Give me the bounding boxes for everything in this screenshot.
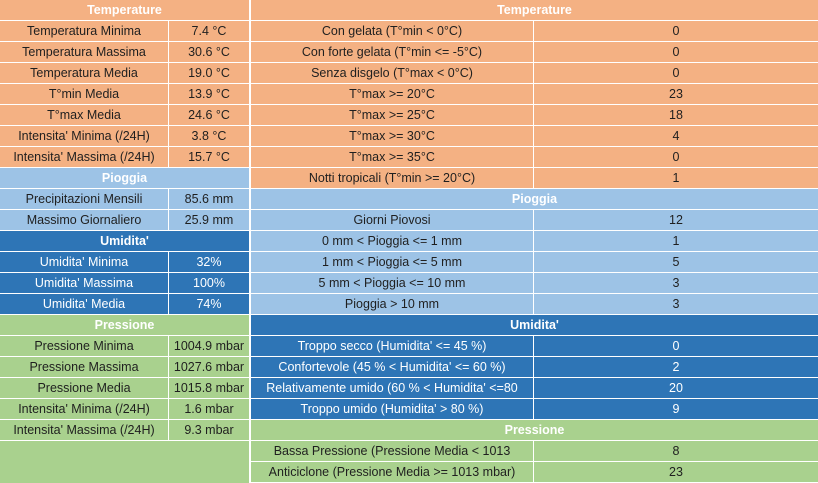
row-label: Pressione Media	[0, 378, 169, 398]
table-row	[0, 273, 249, 294]
row-value: 100%	[169, 273, 249, 293]
row-label: Anticiclone (Pressione Media >= 1013 mbar)	[251, 462, 534, 482]
pressure-header	[0, 315, 249, 336]
row-label: T°min Media	[0, 84, 169, 104]
section-title: Pressione	[0, 315, 249, 335]
section-title: Temperature	[0, 0, 249, 20]
section-title: Umidita'	[0, 231, 249, 251]
rain-header	[0, 168, 249, 189]
table-row	[0, 63, 249, 84]
row-label: T°max >= 25°C	[251, 105, 534, 125]
table-row	[0, 21, 249, 42]
row-value: 1027.6 mbar	[169, 357, 249, 377]
row-value: 23	[534, 462, 818, 482]
section-title: Umidita'	[251, 315, 818, 335]
row-value: 0	[534, 42, 818, 62]
table-row	[0, 126, 249, 147]
row-label: Confortevole (45 % < Humidita' <= 60 %)	[251, 357, 534, 377]
row-value: 32%	[169, 252, 249, 272]
row-value: 0	[534, 21, 818, 41]
row-value: 13.9 °C	[169, 84, 249, 104]
row-value: 2	[534, 357, 818, 377]
table-row	[0, 147, 249, 168]
empty-filler	[0, 441, 249, 483]
table-row	[251, 273, 818, 294]
row-value: 4	[534, 126, 818, 146]
table-row	[0, 378, 249, 399]
row-value: 1	[534, 168, 818, 188]
row-value: 20	[534, 378, 818, 398]
row-value: 0	[534, 63, 818, 83]
row-label: Pressione Minima	[0, 336, 169, 356]
row-label: Intensita' Minima (/24H)	[0, 399, 169, 419]
table-row	[251, 42, 818, 63]
row-label: Con gelata (T°min < 0°C)	[251, 21, 534, 41]
table-row	[251, 462, 818, 483]
row-value: 1.6 mbar	[169, 399, 249, 419]
section-title: Temperature	[251, 0, 818, 20]
row-label: Con forte gelata (T°min <= -5°C)	[251, 42, 534, 62]
humidity-header	[251, 315, 818, 336]
row-label: Troppo secco (Humidita' <= 45 %)	[251, 336, 534, 356]
row-value: 24.6 °C	[169, 105, 249, 125]
row-label: T°max >= 20°C	[251, 84, 534, 104]
table-row	[251, 378, 818, 399]
row-label: T°max >= 35°C	[251, 147, 534, 167]
row-label: T°max Media	[0, 105, 169, 125]
table-row	[0, 420, 249, 441]
row-label: Pioggia > 10 mm	[251, 294, 534, 314]
table-row	[0, 336, 249, 357]
row-value: 12	[534, 210, 818, 230]
row-value: 1	[534, 231, 818, 251]
row-value: 9.3 mbar	[169, 420, 249, 440]
table-row	[0, 252, 249, 273]
row-label: Troppo umido (Humidita' > 80 %)	[251, 399, 534, 419]
row-value: 15.7 °C	[169, 147, 249, 167]
row-label: Precipitazioni Mensili	[0, 189, 169, 209]
row-label: Giorni Piovosi	[251, 210, 534, 230]
row-value: 19.0 °C	[169, 63, 249, 83]
row-value: 5	[534, 252, 818, 272]
row-value: 74%	[169, 294, 249, 314]
table-row	[251, 126, 818, 147]
table-row	[251, 168, 818, 189]
table-row	[251, 294, 818, 315]
row-label: Umidita' Massima	[0, 273, 169, 293]
table-row	[0, 210, 249, 231]
row-label: 5 mm < Pioggia <= 10 mm	[251, 273, 534, 293]
table-row	[0, 84, 249, 105]
section-title: Pioggia	[0, 168, 249, 188]
row-label: Temperatura Media	[0, 63, 169, 83]
temperature-header	[251, 0, 818, 21]
row-value: 18	[534, 105, 818, 125]
row-value: 7.4 °C	[169, 21, 249, 41]
row-label: Massimo Giornaliero	[0, 210, 169, 230]
table-row	[251, 336, 818, 357]
table-row	[251, 441, 818, 462]
row-value: 1015.8 mbar	[169, 378, 249, 398]
row-value: 8	[534, 441, 818, 461]
row-label: Senza disgelo (T°max < 0°C)	[251, 63, 534, 83]
row-value: 9	[534, 399, 818, 419]
day-counts-column	[251, 0, 818, 483]
row-value: 3	[534, 294, 818, 314]
table-row	[0, 105, 249, 126]
row-label: Bassa Pressione (Pressione Media < 1013	[251, 441, 534, 461]
table-row	[251, 63, 818, 84]
row-label: 0 mm < Pioggia <= 1 mm	[251, 231, 534, 251]
row-label: Intensita' Massima (/24H)	[0, 147, 169, 167]
table-row	[251, 84, 818, 105]
section-title: Pressione	[251, 420, 818, 440]
row-value: 23	[534, 84, 818, 104]
table-row	[251, 357, 818, 378]
row-label: Pressione Massima	[0, 357, 169, 377]
table-row	[251, 252, 818, 273]
row-value: 3	[534, 273, 818, 293]
humidity-header	[0, 231, 249, 252]
row-value: 25.9 mm	[169, 210, 249, 230]
table-row	[0, 294, 249, 315]
table-row	[0, 399, 249, 420]
row-label: 1 mm < Pioggia <= 5 mm	[251, 252, 534, 272]
row-value: 0	[534, 336, 818, 356]
row-label: T°max >= 30°C	[251, 126, 534, 146]
row-value: 30.6 °C	[169, 42, 249, 62]
row-label: Notti tropicali (T°min >= 20°C)	[251, 168, 534, 188]
row-value: 3.8 °C	[169, 126, 249, 146]
table-row	[251, 147, 818, 168]
table-row	[0, 42, 249, 63]
row-label: Intensita' Minima (/24H)	[0, 126, 169, 146]
row-value: 0	[534, 147, 818, 167]
table-row	[251, 21, 818, 42]
table-row	[0, 189, 249, 210]
table-row	[0, 357, 249, 378]
table-row	[251, 105, 818, 126]
section-title: Pioggia	[251, 189, 818, 209]
row-label: Temperatura Massima	[0, 42, 169, 62]
row-label: Temperatura Minima	[0, 21, 169, 41]
rain-header	[251, 189, 818, 210]
monthly-summary-column	[0, 0, 249, 483]
table-row	[251, 399, 818, 420]
table-row	[251, 210, 818, 231]
row-value: 85.6 mm	[169, 189, 249, 209]
row-label: Umidita' Media	[0, 294, 169, 314]
temperature-header	[0, 0, 249, 21]
row-value: 1004.9 mbar	[169, 336, 249, 356]
table-row	[251, 231, 818, 252]
row-label: Relativamente umido (60 % < Humidita' <=80	[251, 378, 534, 398]
row-label: Intensita' Massima (/24H)	[0, 420, 169, 440]
pressure-header	[251, 420, 818, 441]
row-label: Umidita' Minima	[0, 252, 169, 272]
